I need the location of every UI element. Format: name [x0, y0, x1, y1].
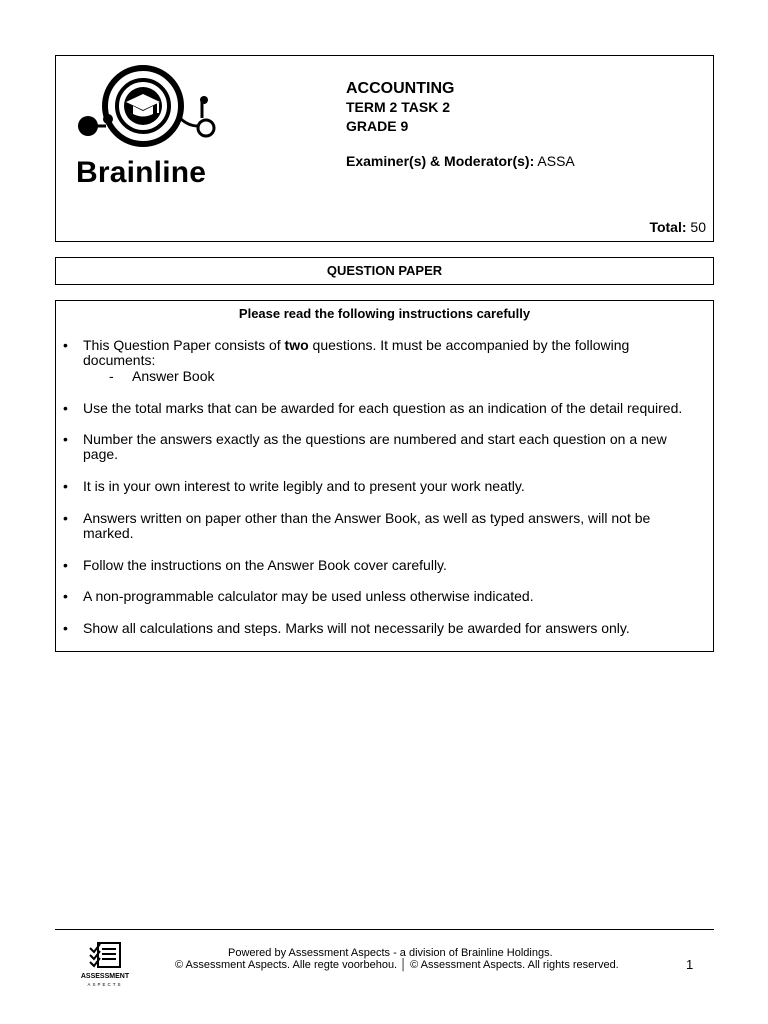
instruction-text: Show all calculations and steps. Marks will not necessarily be awarded for answers only. [83, 620, 630, 636]
page-number: 1 [686, 957, 694, 972]
instruction-text: Answers written on paper other than the Answer Book, as well as typed answers, will not be marked. [83, 510, 651, 541]
question-paper-title: QUESTION PAPER [326, 263, 443, 278]
instruction-item [63, 431, 693, 462]
total-marks [649, 219, 706, 235]
instruction-item [63, 588, 693, 604]
bullet-icon: • [63, 431, 68, 447]
instruction-item [63, 510, 693, 541]
instruction-text: Number the answers exactly as the questions are numbered and start each question on a new page. [83, 431, 667, 462]
total-value: 50 [690, 219, 706, 235]
footer-powered-by: Powered by Assessment Aspects - a division of Brainline Holdings. [228, 947, 553, 959]
examiner-label: Examiner(s) & Moderator(s): [346, 153, 535, 169]
instruction-sub-item [109, 368, 214, 384]
assessment-aspects-logo-icon [76, 940, 134, 990]
bullet-icon: • [63, 588, 68, 604]
footer-logo-subtext: ASPECTS [87, 982, 123, 987]
instruction-text: Follow the instructions on the Answer Book cover carefully. [83, 557, 447, 573]
instruction-item [63, 557, 693, 573]
instructions-heading: Please read the following instructions carefully [238, 306, 531, 321]
footer-divider [55, 929, 714, 930]
instruction-text: This Question Paper consists of [83, 337, 285, 353]
footer-logo-text: ASSESSMENT [80, 973, 130, 980]
instruction-text: A non-programmable calculator may be used unless otherwise indicated. [83, 588, 534, 604]
instruction-item [63, 400, 693, 416]
instruction-text: Use the total marks that can be awarded for each question as an indication of the detail required. [83, 400, 683, 416]
subject-title: ACCOUNTING [346, 80, 455, 97]
instruction-text: It is in your own interest to write legibly and to present your work neatly. [83, 478, 525, 494]
bullet-icon: • [63, 478, 68, 494]
instruction-item [63, 337, 693, 368]
examiner-value: ASSA [537, 153, 575, 169]
instruction-item [63, 620, 693, 636]
dash-icon: - [109, 368, 114, 384]
question-paper-bar [55, 257, 714, 285]
footer-copyright: © Assessment Aspects. Alle regte voorbehou. │ © Assessment Aspects. All rights reserved. [175, 959, 619, 971]
bullet-icon: • [63, 400, 68, 416]
bullet-icon: • [63, 337, 68, 353]
instruction-text: questions. It must be accompanied by the following documents: [83, 337, 630, 368]
header-box [55, 55, 714, 242]
instructions-box [55, 300, 714, 652]
instruction-bold: two [284, 337, 309, 353]
bullet-icon: • [63, 620, 68, 636]
bullet-icon: • [63, 510, 68, 526]
term-task: TERM 2 TASK 2 [346, 99, 450, 115]
bullet-icon: • [63, 557, 68, 573]
sub-item-text: Answer Book [132, 368, 215, 384]
grade-label: GRADE 9 [346, 118, 409, 134]
instruction-item [63, 478, 693, 494]
total-label: Total: [649, 219, 687, 235]
examiner-line [346, 153, 575, 169]
brand-name: Brainline [76, 156, 207, 189]
